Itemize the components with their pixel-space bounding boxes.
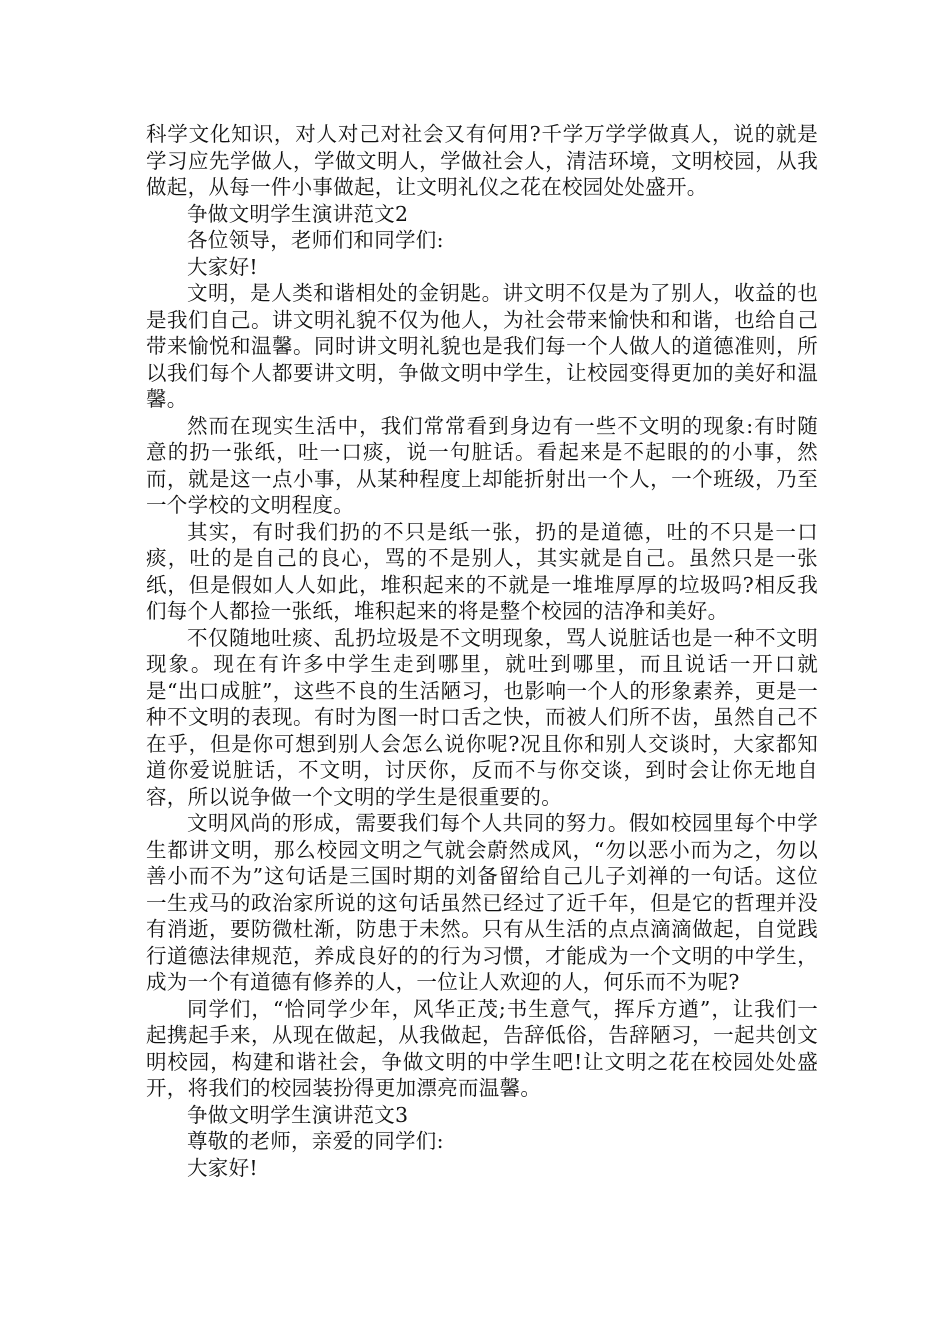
- paragraph-body: 同学们，“恰同学少年，风华正茂;书生意气，挥斥方遒”，让我们一起携起手来，从现在做起，从我做起，告辞低俗，告辞陋习，一起共创文明校园，构建和谐社会，争做文明的中学生吧!让文明之花在校园处处盛开，将我们的校园装扮得更加漂亮而温馨。: [146, 996, 818, 1100]
- paragraph-body: 文明风尚的形成，需要我们每个人共同的努力。假如校园里每个中学生都讲文明，那么校园文明之气就会蔚然成风，“勿以恶小而为之，勿以善小而不为”这句话是三国时期的刘备留给自己儿子刘禅的一句话。这位一生戎马的政治家所说的这句话虽然已经过了近千年，但是它的哲理并没有消逝，要防微杜渐，防患于未然。只有从生活的点点滴滴做起，自觉践行道德法律规范，养成良好的的行为习惯，才能成为一个文明的中学生，成为一个有道德有修养的人，一位让人欢迎的人，何乐而不为呢?: [146, 811, 818, 994]
- paragraph-body: 其实，有时我们扔的不只是纸一张，扔的是道德，吐的不只是一口痰，吐的是自己的良心，骂的不是别人，其实就是自己。虽然只是一张纸，但是假如人人如此，堆积起来的不就是一堆堆厚厚的垃圾吗?相反我们每个人都捡一张纸，堆积起来的将是整个校园的洁净和美好。: [146, 519, 818, 623]
- speech-3-heading: 争做文明学生演讲范文3: [187, 1102, 409, 1127]
- document-page: [146, 121, 818, 1181]
- paragraph-body: 文明，是人类和谐相处的金钥匙。讲文明不仅是为了别人，收益的也是我们自己。讲文明礼貌不仅为他人，为社会带来愉快和和谐，也给自己带来愉悦和温馨。同时讲文明礼貌也是我们每一个人做人的道德准则，所以我们每个人都要讲文明，争做文明中学生，让校园变得更加的美好和温馨。: [146, 281, 818, 411]
- paragraph-continuation: 科学文化知识，对人对己对社会又有何用?千学万学学做真人，说的就是学习应先学做人，学做文明人，学做社会人，清洁环境，文明校园，从我做起，从每一件小事做起，让文明礼仪之花在校园处处盛开。: [146, 122, 818, 199]
- speech-2-salutation: 各位领导，老师们和同学们:: [187, 228, 444, 252]
- speech-3-greeting: 大家好!: [187, 1155, 258, 1180]
- paragraph-body: 然而在现实生活中，我们常常看到身边有一些不文明的现象:有时随意的扔一张纸，吐一口痰，说一句脏话。看起来是不起眼的的小事，然而，就是这一点小事，从某种程度上却能折射出一个人，一个班级，乃至一个学校的文明程度。: [146, 413, 818, 517]
- speech-2-heading: 争做文明学生演讲范文2: [187, 201, 409, 226]
- speech-2-greeting: 大家好!: [187, 254, 258, 279]
- speech-3-salutation: 尊敬的老师，亲爱的同学们:: [187, 1129, 444, 1153]
- paragraph-body: 不仅随地吐痰、乱扔垃圾是不文明现象，骂人说脏话也是一种不文明现象。现在有许多中学生走到哪里，就吐到哪里，而且说话一开口就是“出口成脏”，这些不良的生活陋习，也影响一个人的形象素养，更是一种不文明的表现。有时为图一时口舌之快，而被人们所不齿，虽然自己不在乎，但是你可想到别人会怎么说你呢?况且你和别人交谈时，大家都知道你爱说脏话，不文明，讨厌你，反而不与你交谈，到时会让你无地自容，所以说争做一个文明的学生是很重要的。: [146, 625, 818, 809]
